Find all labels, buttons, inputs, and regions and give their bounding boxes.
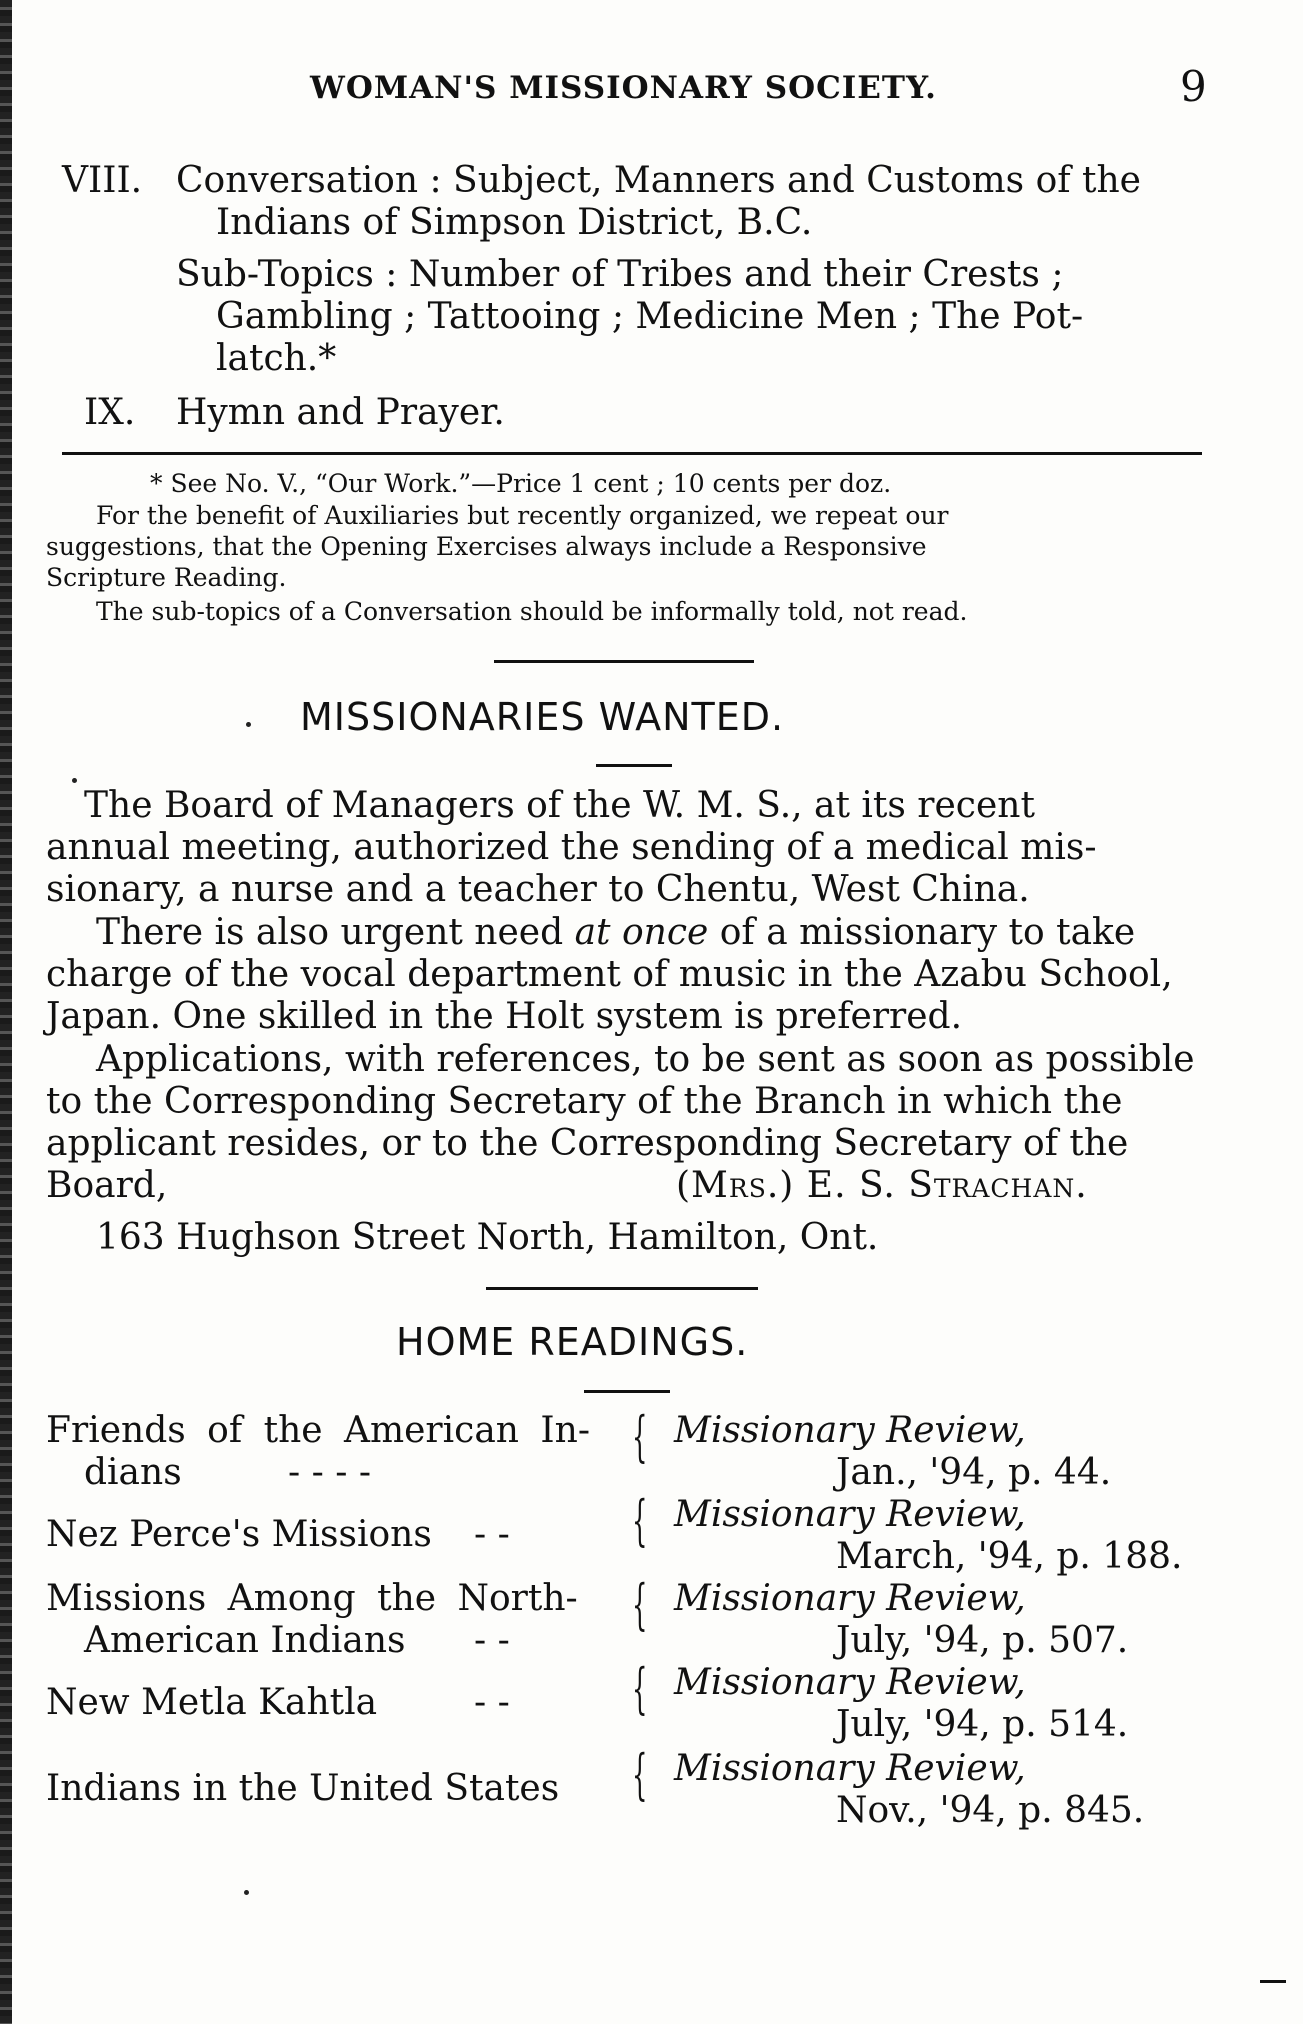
signatory-address: 163 Hughson Street North, Hamilton, Ont. [96,1217,879,1258]
brace-icon: { [632,1489,648,1552]
section-divider [486,1287,758,1290]
print-speck [246,722,251,727]
reading-3-title-line1: Missions Among the North- [46,1578,578,1619]
footnote-line5: The sub-topics of a Conversation should be informally told, not read. [96,597,968,626]
missionaries-p3-line4-start: Board, [46,1165,168,1206]
reading-1-ref: Jan., '94, p. 44. [836,1452,1112,1493]
item-viii-number: VIII. [62,160,143,201]
item-ix-number: IX. [84,392,136,433]
page-number: 9 [1180,62,1207,111]
brace-icon: { [632,1743,648,1806]
subtopics-line2: Gambling ; Tattooing ; Medicine Men ; The Pot- [216,296,1084,337]
reading-3-title-line2: American Indians [84,1620,406,1661]
reading-3-source: Missionary Review, [674,1578,1026,1619]
missionaries-p1-line3: sionary, a nurse and a teacher to Chentu, West China. [46,869,1030,910]
missionaries-wanted-heading: MISSIONARIES WANTED. [300,695,785,739]
reading-5-ref: Nov., '94, p. 845. [836,1790,1145,1831]
item-viii-line2: Indians of Simpson District, B.C. [216,202,813,243]
footnote-rule [62,452,1202,455]
footnote-line4: Scripture Reading. [46,563,287,592]
p2-line1-end: of a missionary to take [719,912,1136,953]
reading-2-dashes: - - [474,1514,510,1555]
reading-1-dashes: - - - - [288,1452,371,1493]
missionaries-p3-line1: Applications, with references, to be sent as soon as possible [96,1039,1195,1080]
print-speck [244,1890,249,1895]
signatory: (Mrs.) E. S. Strachan. [676,1165,1088,1206]
brace-icon: { [632,1405,648,1468]
heading-underline [596,764,672,767]
reading-3-dashes: - - [474,1620,510,1661]
reading-2-source: Missionary Review, [674,1494,1026,1535]
reading-2-ref: March, '94, p. 188. [836,1536,1183,1577]
p2-emphasis: at once [574,912,709,953]
brace-icon: { [632,1573,648,1636]
missionaries-p2-line2: charge of the vocal department of music in the Azabu School, [46,954,1173,995]
missionaries-p1-line2: annual meeting, authorized the sending of a medical mis- [46,827,1097,868]
reading-2-title: Nez Perce's Missions [46,1514,432,1555]
section-divider [494,660,754,663]
footnote-line2: For the benefit of Auxiliaries but recently organized, we repeat our [96,501,949,530]
subtopics-line1: Sub-Topics : Number of Tribes and their Crests ; [176,254,1064,295]
reading-5-source: Missionary Review, [674,1748,1026,1789]
missionaries-p2-line3: Japan. One skilled in the Holt system is preferred. [46,996,963,1037]
brace-icon: { [632,1657,648,1720]
print-speck [72,778,77,783]
item-viii-line1: Conversation : Subject, Manners and Customs of the [176,160,1141,201]
subtopics-line3: latch.* [216,338,337,379]
footnote-line1: * See No. V., “Our Work.”—Price 1 cent ; 10 cents per doz. [150,469,892,498]
item-ix-text: Hymn and Prayer. [176,392,505,433]
reading-5-title: Indians in the United States [46,1768,560,1809]
heading-underline [584,1390,670,1393]
running-header: WOMAN'S MISSIONARY SOCIETY. [310,70,937,106]
missionaries-p2-line1 [96,912,1135,954]
page-binding-edge [0,0,12,2024]
reading-4-dashes: - - [474,1682,510,1723]
reading-4-source: Missionary Review, [674,1662,1026,1703]
missionaries-p1-line1: The Board of Managers of the W. M. S., at its recent [84,785,1035,826]
reading-1-title-line1: Friends of the American In- [46,1410,590,1451]
reading-4-ref: July, '94, p. 514. [836,1704,1129,1745]
missionaries-p3-line3: applicant resides, or to the Corresponding Secretary of the [46,1123,1129,1164]
reading-4-title: New Metla Kahtla [46,1682,378,1723]
edge-mark [1260,1980,1286,1983]
home-readings-heading: HOME READINGS. [396,1320,749,1364]
reading-1-source: Missionary Review, [674,1410,1026,1451]
footnote-line3: suggestions, that the Opening Exercises always include a Responsive [46,532,927,561]
reading-1-title-line2: dians [84,1452,182,1493]
reading-3-ref: July, '94, p. 507. [836,1620,1129,1661]
missionaries-p3-line2: to the Corresponding Secretary of the Branch in which the [46,1081,1123,1122]
p2-line1-start: There is also urgent need [96,912,564,953]
